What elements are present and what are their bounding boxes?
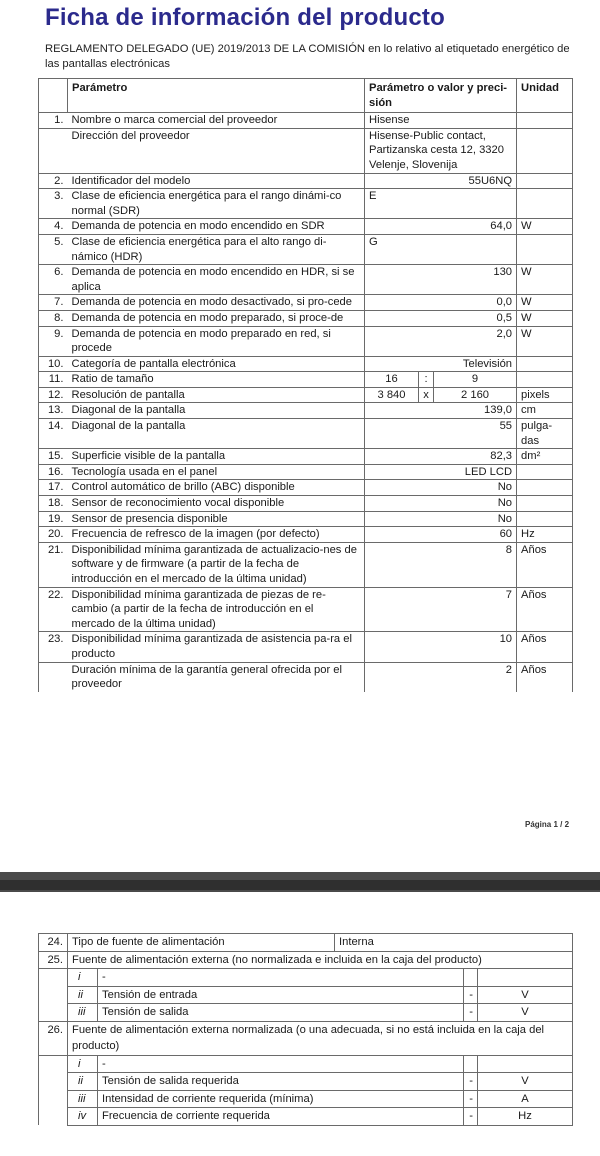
row-parameter: Nombre o marca comercial del proveedor	[68, 113, 365, 129]
table-row	[39, 449, 573, 465]
sub-value: -	[464, 1108, 478, 1126]
sub-value	[464, 969, 478, 987]
sub-value	[464, 1055, 478, 1073]
row-parameter: Categoría de pantalla electrónica	[68, 356, 365, 372]
table-row	[39, 496, 573, 512]
sub-parameter: Tensión de entrada	[98, 986, 464, 1004]
product-info-table	[38, 78, 573, 692]
sub-row	[39, 1108, 573, 1126]
row-value-a: 3 840	[365, 387, 419, 403]
row-number: 20.	[39, 527, 68, 543]
page-2	[0, 892, 600, 1156]
sub-index: ii	[68, 1073, 98, 1091]
row-unit	[517, 480, 573, 496]
row-unit	[517, 464, 573, 480]
table-row	[39, 189, 573, 219]
table-header-row	[39, 79, 573, 113]
page-title: Ficha de información del producto	[45, 4, 445, 31]
row-parameter: Sensor de reconocimiento vocal disponible	[68, 496, 365, 512]
row-value-b: 2 160	[434, 387, 517, 403]
row-number: 14.	[39, 419, 68, 449]
row-parameter: Demanda de potencia en modo encendido en SDR	[68, 219, 365, 235]
table-row	[39, 632, 573, 662]
row-number: 21.	[39, 542, 68, 587]
row-unit: Años	[517, 632, 573, 662]
row-parameter: Tipo de fuente de alimentación	[68, 934, 335, 952]
table-row	[39, 113, 573, 129]
table-row	[39, 128, 573, 173]
row-parameter: Disponibilidad mínima garantizada de asistencia pa-ra el producto	[68, 632, 365, 662]
row-value: 10	[365, 632, 517, 662]
row-value: 139,0	[365, 403, 517, 419]
table-row	[39, 934, 573, 952]
row-value: No	[365, 480, 517, 496]
sub-index: iii	[68, 1090, 98, 1108]
row-number: 15.	[39, 449, 68, 465]
row-number: 10.	[39, 356, 68, 372]
table-row	[39, 527, 573, 543]
table-row	[39, 326, 573, 356]
row-number: 16.	[39, 464, 68, 480]
sub-parameter: -	[98, 969, 464, 987]
table-row	[39, 234, 573, 264]
row-parameter: Demanda de potencia en modo encendido en HDR, si se aplica	[68, 265, 365, 295]
sub-parameter: Tensión de salida requerida	[98, 1073, 464, 1091]
sub-row	[39, 1073, 573, 1091]
row-number: 6.	[39, 265, 68, 295]
row-number: 26.	[39, 1021, 68, 1055]
row-parameter: Tecnología usada en el panel	[68, 464, 365, 480]
row-unit	[517, 189, 573, 219]
row-parameter: Dirección del proveedor	[68, 128, 365, 173]
row-number	[39, 128, 68, 173]
row-unit	[517, 113, 573, 129]
row-unit: Hz	[517, 527, 573, 543]
sub-unit: A	[478, 1090, 573, 1108]
row-value: 55	[365, 419, 517, 449]
table-row	[39, 1021, 573, 1055]
row-parameter: Diagonal de la pantalla	[68, 403, 365, 419]
table-row	[39, 219, 573, 235]
row-unit: W	[517, 219, 573, 235]
sub-value: -	[464, 1004, 478, 1022]
row-unit: dm²	[517, 449, 573, 465]
row-unit: pixels	[517, 387, 573, 403]
sub-index: iv	[68, 1108, 98, 1126]
sub-value: -	[464, 986, 478, 1004]
row-number: 18.	[39, 496, 68, 512]
row-unit: Años	[517, 662, 573, 692]
sub-value: -	[464, 1090, 478, 1108]
sub-parameter: -	[98, 1055, 464, 1073]
row-unit: Años	[517, 587, 573, 632]
row-value: 2,0	[365, 326, 517, 356]
row-unit	[517, 173, 573, 189]
row-number: 23.	[39, 632, 68, 662]
row-value: LED LCD	[365, 464, 517, 480]
sub-row	[39, 986, 573, 1004]
row-parameter: Clase de eficiencia energética para el rango dinámi-co normal (SDR)	[68, 189, 365, 219]
row-value-b: 9	[434, 372, 517, 388]
row-number: 9.	[39, 326, 68, 356]
row-parameter: Disponibilidad mínima garantizada de piezas de re-cambio (a partir de la fecha de introducción en el mercado de la última unidad)	[68, 587, 365, 632]
sub-row	[39, 1090, 573, 1108]
page-number: Página 1 / 2	[525, 820, 570, 829]
table-row	[39, 542, 573, 587]
row-value: G	[365, 234, 517, 264]
row-number: 11.	[39, 372, 68, 388]
table-row	[39, 372, 573, 388]
table-row	[39, 480, 573, 496]
row-value: No	[365, 496, 517, 512]
table-row	[39, 265, 573, 295]
table-row	[39, 173, 573, 189]
sub-index: ii	[68, 986, 98, 1004]
row-parameter: Identificador del modelo	[68, 173, 365, 189]
sub-unit	[478, 1055, 573, 1073]
sub-row	[39, 1004, 573, 1022]
row-unit: cm	[517, 403, 573, 419]
row-value: 7	[365, 587, 517, 632]
sub-index: iii	[68, 1004, 98, 1022]
table-row	[39, 951, 573, 969]
table-row	[39, 403, 573, 419]
table-row	[39, 464, 573, 480]
row-value: 60	[365, 527, 517, 543]
sub-row	[39, 1055, 573, 1073]
header-value: Parámetro o valor y preci-sión	[365, 79, 517, 113]
row-number: 17.	[39, 480, 68, 496]
row-parameter: Resolución de pantalla	[68, 387, 365, 403]
header-unit: Unidad	[517, 79, 573, 113]
row-value: 8	[365, 542, 517, 587]
table-row	[39, 295, 573, 311]
row-unit: W	[517, 265, 573, 295]
row-number: 8.	[39, 310, 68, 326]
row-number: 12.	[39, 387, 68, 403]
row-value-a: 16	[365, 372, 419, 388]
row-number: 25.	[39, 951, 68, 969]
sub-value: -	[464, 1073, 478, 1091]
row-value: Interna	[335, 934, 573, 952]
sub-parameter: Tensión de salida	[98, 1004, 464, 1022]
row-value-separator: x	[419, 387, 434, 403]
page-separator-band	[0, 880, 600, 890]
row-unit: W	[517, 310, 573, 326]
table-row	[39, 662, 573, 692]
row-value: No	[365, 511, 517, 527]
row-parameter: Clase de eficiencia energética para el alto rango di-námico (HDR)	[68, 234, 365, 264]
row-unit	[517, 356, 573, 372]
row-number: 7.	[39, 295, 68, 311]
sub-unit: Hz	[478, 1108, 573, 1126]
row-value: 0,0	[365, 295, 517, 311]
row-number: 1.	[39, 113, 68, 129]
row-unit	[517, 496, 573, 512]
row-unit	[517, 234, 573, 264]
row-value: E	[365, 189, 517, 219]
sub-row	[39, 969, 573, 987]
row-parameter: Disponibilidad mínima garantizada de actualizacio-nes de software y de firmware (a partir de la fecha de introducción en el mercado de la última unidad)	[68, 542, 365, 587]
table-row	[39, 511, 573, 527]
row-number: 5.	[39, 234, 68, 264]
sub-parameter: Intensidad de corriente requerida (mínima)	[98, 1090, 464, 1108]
row-number	[39, 662, 68, 692]
sub-index: i	[68, 1055, 98, 1073]
row-value: Hisense	[365, 113, 517, 129]
row-parameter: Fuente de alimentación externa normalizada (o una adecuada, si no está incluida en la caja del producto)	[68, 1021, 573, 1055]
sub-unit: V	[478, 1004, 573, 1022]
row-value: 55U6NQ	[365, 173, 517, 189]
table-row	[39, 356, 573, 372]
row-value: 0,5	[365, 310, 517, 326]
sub-unit: V	[478, 1073, 573, 1091]
row-unit: W	[517, 326, 573, 356]
table-row	[39, 387, 573, 403]
row-parameter: Fuente de alimentación externa (no normalizada e incluida en la caja del producto)	[68, 951, 573, 969]
row-number: 24.	[39, 934, 68, 952]
row-number: 22.	[39, 587, 68, 632]
row-value-separator: :	[419, 372, 434, 388]
row-unit	[517, 511, 573, 527]
row-number: 2.	[39, 173, 68, 189]
row-number: 19.	[39, 511, 68, 527]
sub-unit	[478, 969, 573, 987]
sub-parameter: Frecuencia de corriente requerida	[98, 1108, 464, 1126]
row-unit: Años	[517, 542, 573, 587]
row-number: 13.	[39, 403, 68, 419]
sub-index: i	[68, 969, 98, 987]
row-unit: W	[517, 295, 573, 311]
row-parameter: Frecuencia de refresco de la imagen (por defecto)	[68, 527, 365, 543]
row-value: 82,3	[365, 449, 517, 465]
row-value: 2	[365, 662, 517, 692]
row-parameter: Demanda de potencia en modo preparado, si proce-de	[68, 310, 365, 326]
power-supply-table	[38, 933, 573, 1126]
row-value: Televisión	[365, 356, 517, 372]
row-parameter: Ratio de tamaño	[68, 372, 365, 388]
table-row	[39, 419, 573, 449]
header-parameter: Parámetro	[68, 79, 365, 113]
row-unit	[517, 128, 573, 173]
row-unit: pulga-das	[517, 419, 573, 449]
row-number: 3.	[39, 189, 68, 219]
row-parameter: Diagonal de la pantalla	[68, 419, 365, 449]
row-parameter: Duración mínima de la garantía general ofrecida por el proveedor	[68, 662, 365, 692]
table-row	[39, 310, 573, 326]
row-number: 4.	[39, 219, 68, 235]
regulation-subtitle: REGLAMENTO DELEGADO (UE) 2019/2013 DE LA COMISIÓN en lo relativo al etiquetado energético de las pantallas electrónicas	[45, 43, 570, 70]
row-parameter: Superficie visible de la pantalla	[68, 449, 365, 465]
row-parameter: Demanda de potencia en modo desactivado, si pro-cede	[68, 295, 365, 311]
row-value: Hisense-Public contact, Partizanska cesta 12, 3320 Velenje, Slovenija	[365, 128, 517, 173]
sub-unit: V	[478, 986, 573, 1004]
table-row	[39, 587, 573, 632]
row-parameter: Sensor de presencia disponible	[68, 511, 365, 527]
row-value: 130	[365, 265, 517, 295]
row-unit	[517, 372, 573, 388]
row-value: 64,0	[365, 219, 517, 235]
row-parameter: Demanda de potencia en modo preparado en red, si procede	[68, 326, 365, 356]
row-parameter: Control automático de brillo (ABC) disponible	[68, 480, 365, 496]
